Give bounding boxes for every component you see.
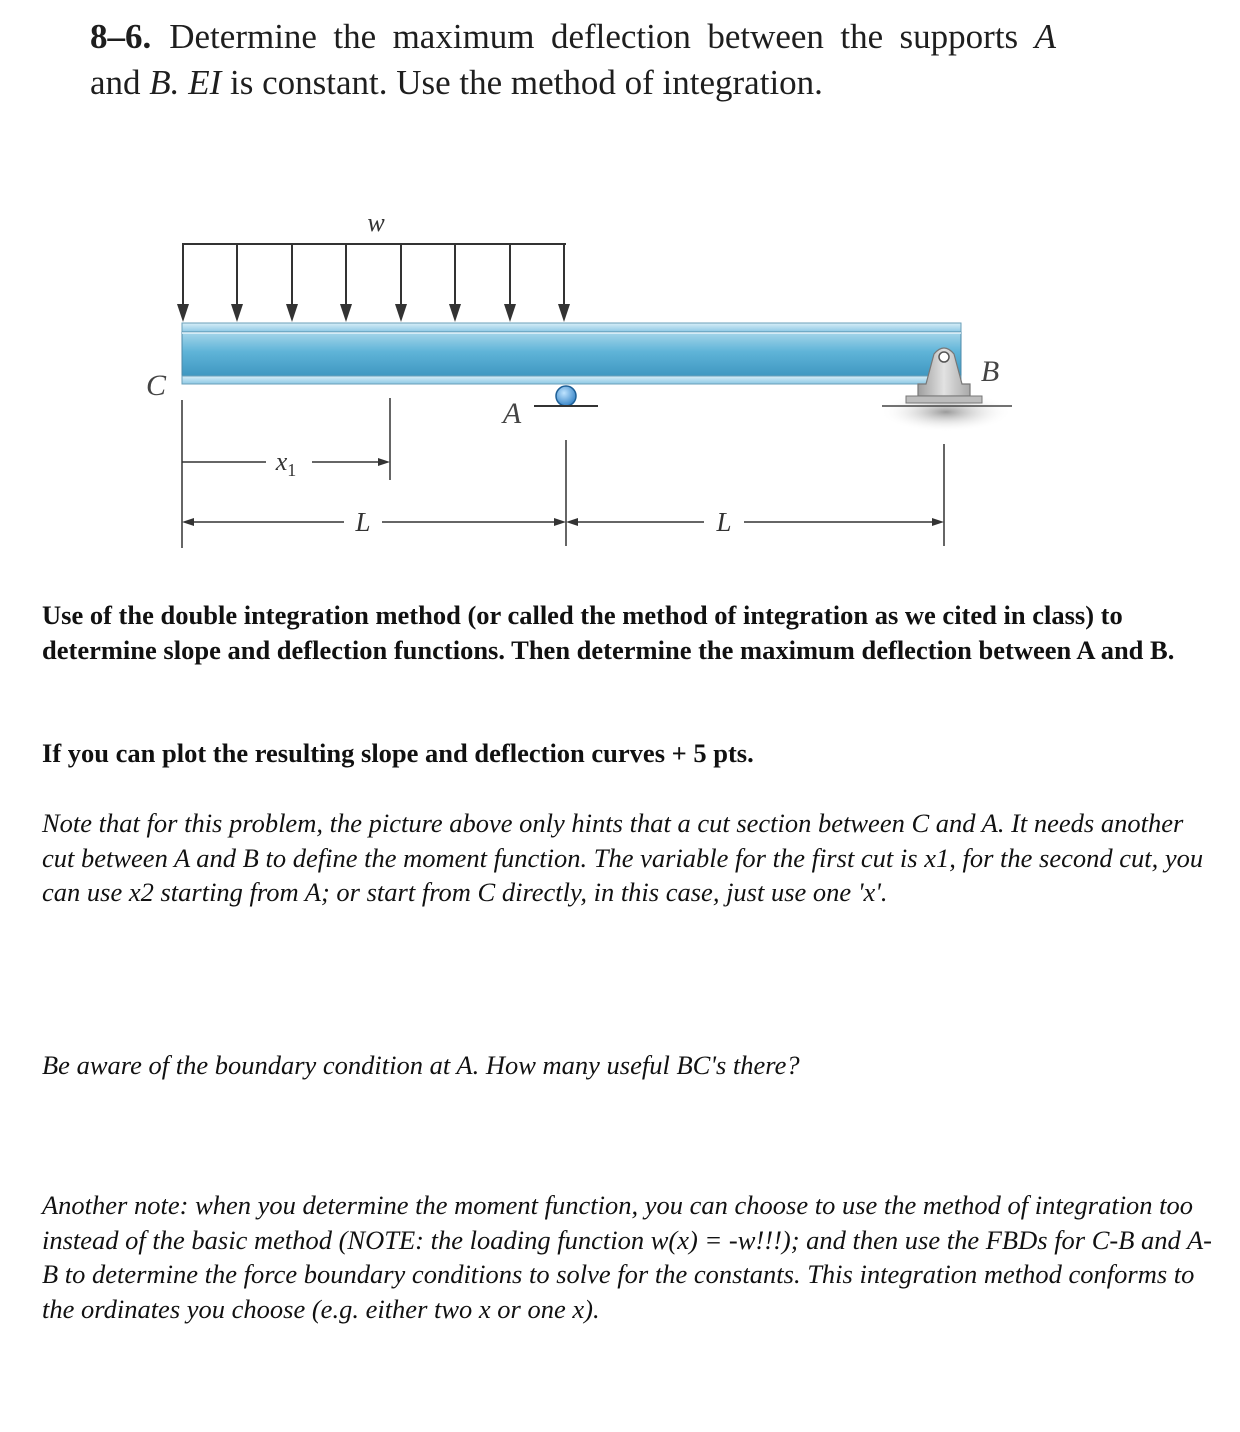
ei-label: EI: [188, 63, 222, 102]
span-dimensions: [182, 440, 944, 546]
problem-number: 8–6.: [90, 17, 152, 56]
support-b-label: B.: [149, 63, 180, 102]
load-arrow: [395, 244, 407, 322]
load-arrow: [504, 244, 516, 322]
span-right-label: L: [716, 507, 732, 537]
load-arrow: [340, 244, 352, 322]
support-base-plate: [906, 396, 982, 403]
beam-diagram: [130, 200, 1030, 560]
problem-text-4: is constant. Use the method of integration.: [221, 63, 823, 102]
support-a-label: A: [1034, 17, 1056, 56]
load-arrow: [286, 244, 298, 322]
problem-text-3: [179, 63, 188, 102]
load-arrow: [177, 244, 189, 322]
load-arrow: [558, 244, 570, 322]
beam: [182, 323, 961, 384]
roller-support-a: [534, 386, 598, 406]
note-loading-function: Another note: when you determine the moment function, you can choose to use the method of integration too instead of the basic method (NOTE: the loading function w(x) = -w!!!); and then use the FBDs for C-B and A-B to determine the force boundary conditions to solve for the constants. This integration method conforms to the ordinates you choose (e.g. either two x or one x).: [42, 1190, 1212, 1324]
load-arrow: [231, 244, 243, 322]
problem-text-1: Determine the maximum deflection between the supports: [169, 17, 1035, 56]
beam-top-flange: [182, 323, 961, 332]
x1-label-subscript: 1: [287, 460, 297, 480]
distributed-load: [177, 208, 570, 322]
point-c-label: C: [145, 369, 167, 402]
load-label: w: [367, 208, 385, 237]
x1-label: [275, 447, 297, 480]
span-left-label: L: [355, 507, 371, 537]
note-boundary-conditions: Be aware of the boundary condition at A. How many useful BC's there?: [42, 1050, 800, 1080]
support-pin: [939, 352, 949, 362]
roller-ball: [556, 386, 576, 406]
point-b-label: B: [980, 355, 1000, 388]
problem-statement: [90, 14, 1056, 106]
x1-label-main: x: [275, 447, 288, 476]
note-cut-sections: Note that for this problem, the picture above only hints that a cut section between C and A. It needs another cut between A and B to define the moment function. The variable for the first cut is x1, for the second cut, you can use x2 starting from A; or start from C directly, in this case, just use one 'x'.: [42, 808, 1204, 907]
bonus-instruction: If you can plot the resulting slope and deflection curves + 5 pts.: [42, 738, 754, 768]
task-instruction: Use of the double integration method (or called the method of integration as we cited in class) to determine slope and deflection functions. Then determine the maximum deflection between A and B.: [42, 600, 1175, 665]
load-arrow: [449, 244, 461, 322]
beam-web: [182, 332, 961, 376]
problem-text-2: and: [90, 63, 150, 102]
beam-bottom-flange: [182, 376, 961, 384]
point-a-label: A: [502, 397, 522, 430]
